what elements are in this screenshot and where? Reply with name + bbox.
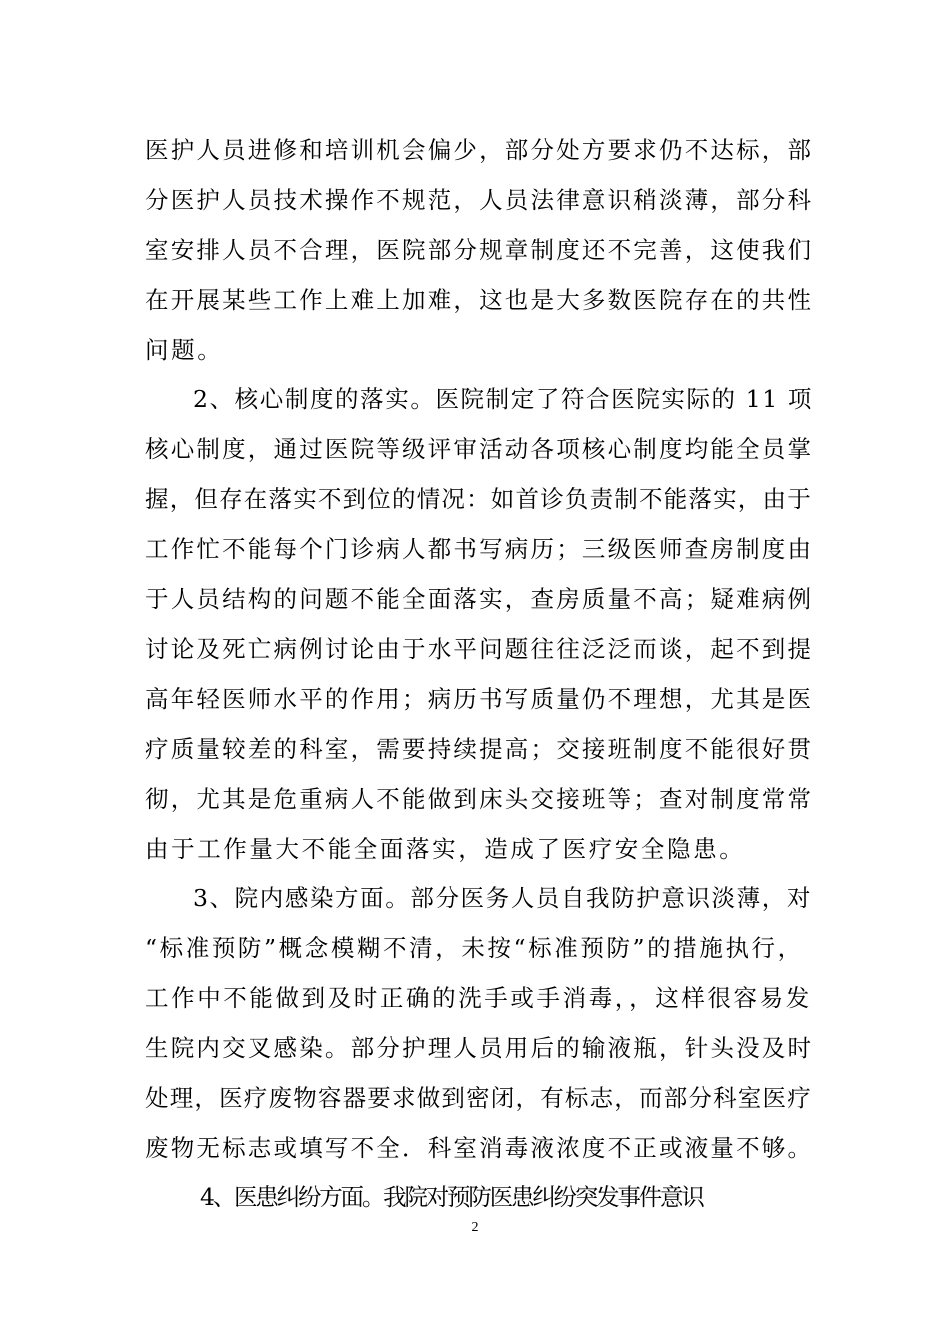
page-number: 2	[471, 1220, 479, 1235]
text-line: 处理，医疗废物容器要求做到密闭，有标志，而部分科室医疗	[145, 1084, 812, 1112]
text-line: 工作忙不能每个门诊病人都书写病历；三级医师查房制度由	[145, 535, 814, 563]
text-line: 工作中不能做到及时正确的洗手或手消毒，，这样很容易发	[145, 984, 812, 1012]
text-line: 疗质量较差的科室，需要持续提高；交接班制度不能很好贯	[145, 735, 814, 763]
text-line: 医护人员进修和培训机会偏少，部分处方要求仍不达标，部	[145, 136, 814, 164]
text-line: 室安排人员不合理，医院部分规章制度还不完善，这使我们	[145, 236, 814, 264]
text-line: 分医护人员技术操作不规范，人员法律意识稍淡薄，部分科	[145, 186, 814, 214]
text-line: 废物无标志或填写不全．科室消毒液浓度不正或液量不够。	[145, 1134, 814, 1162]
text-line: 2、核心制度的落实。医院制定了符合医院实际的 11 项	[193, 385, 813, 413]
text-line: 握，但存在落实不到位的情况：如首诊负责制不能落实，由于	[145, 485, 812, 513]
text-line: “标准预防”概念模糊不清，未按“标准预防”的措施执行，	[145, 934, 804, 962]
text-line: 高年轻医师水平的作用；病历书写质量仍不理想，尤其是医	[145, 685, 814, 713]
text-line: 彻，尤其是危重病人不能做到床头交接班等；查对制度常常	[145, 785, 814, 813]
text-line: 4、医患纠纷方面。我院对预防医患纠纷突发事件意识	[200, 1183, 703, 1211]
text-line: 在开展某些工作上难上加难，这也是大多数医院存在的共性	[145, 286, 814, 314]
text-line: 3、院内感染方面。部分医务人员自我防护意识淡薄，对	[193, 884, 812, 912]
text-line: 讨论及死亡病例讨论由于水平问题往往泛泛而谈，起不到提	[145, 635, 814, 663]
text-line: 问题。	[145, 336, 224, 364]
text-line: 于人员结构的问题不能全面落实，查房质量不高；疑难病例	[145, 585, 814, 613]
text-line: 核心制度，通过医院等级评审活动各项核心制度均能全员掌	[145, 435, 814, 463]
text-line: 生院内交叉感染。部分护理人员用后的输液瓶，针头没及时	[145, 1034, 814, 1062]
text-line: 由于工作量大不能全面落实，造成了医疗安全隐患。	[145, 835, 746, 863]
